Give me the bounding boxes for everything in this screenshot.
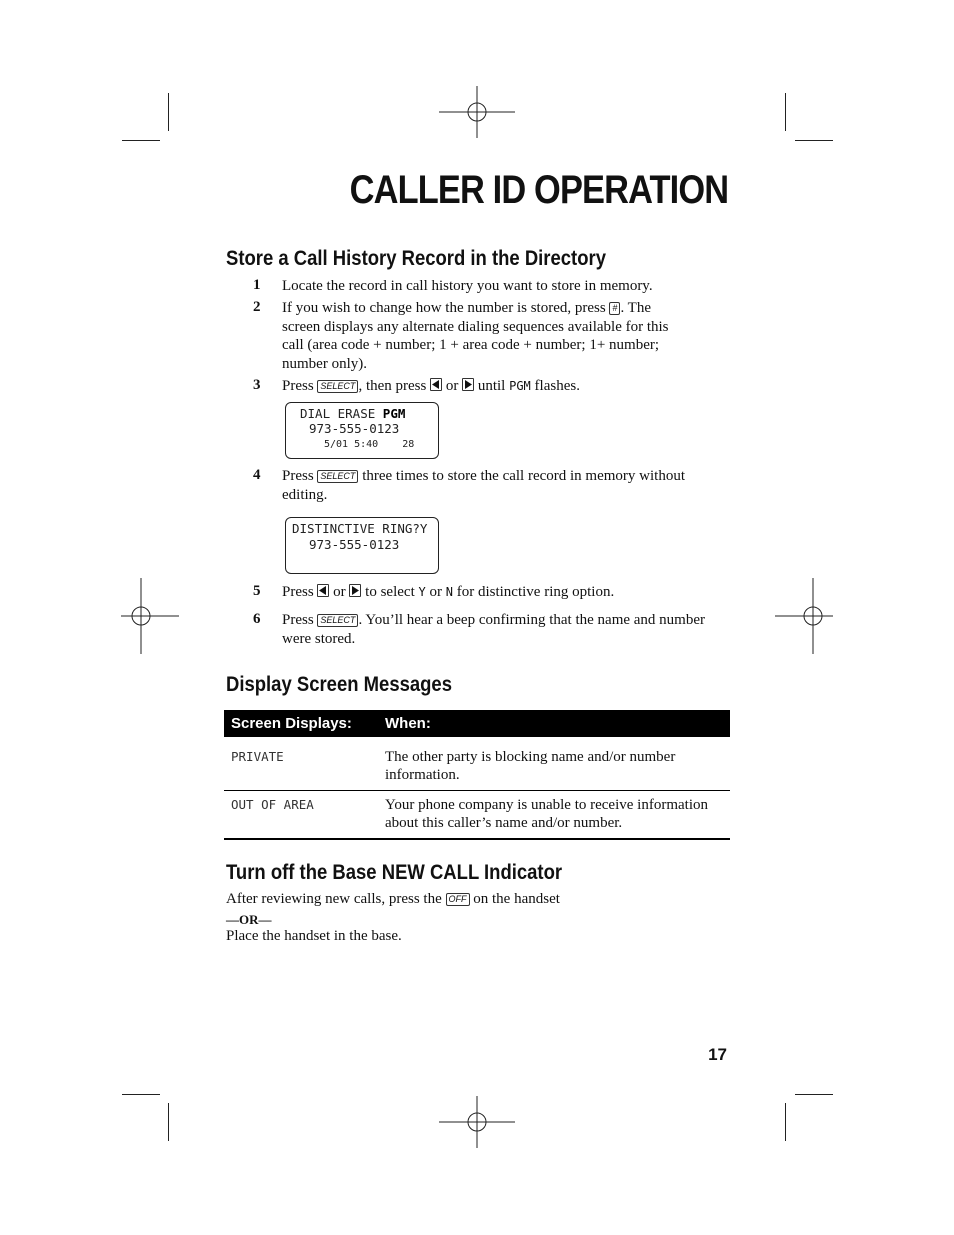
step-text: Press SELECT , then press or until PGM flashes. xyxy=(282,378,580,394)
lcd-pgm-highlight: PGM xyxy=(382,406,406,421)
paragraph: After reviewing new calls, press the OFF on the handset xyxy=(226,891,560,907)
lcd-line: 5/01 5:40 28 xyxy=(324,439,415,450)
lcd-line: DISTINCTIVE RING?Y xyxy=(292,521,428,536)
page-title: CALLER ID OPERATION xyxy=(349,168,728,212)
step-number: 1 xyxy=(253,277,261,293)
column-header-when: When: xyxy=(385,715,431,732)
table-bottom-rule xyxy=(224,838,730,840)
registration-mark-icon xyxy=(439,74,515,150)
section-heading-store: Store a Call History Record in the Directory xyxy=(226,247,606,270)
section-heading-indicator: Turn off the Base NEW CALL Indicator xyxy=(226,861,563,884)
registration-mark-icon xyxy=(439,1084,515,1160)
no-code: N xyxy=(445,585,453,599)
table-cell-display: PRIVATE xyxy=(231,749,284,764)
registration-mark-icon xyxy=(103,578,179,654)
crop-mark xyxy=(168,1103,169,1141)
step-number: 2 xyxy=(253,299,261,315)
step-number: 5 xyxy=(253,583,261,599)
lcd-screen-distinctive-ring xyxy=(285,517,439,574)
right-arrow-key-icon xyxy=(349,584,361,597)
column-header-screen-displays: Screen Displays: xyxy=(231,715,352,732)
step-text: Press SELECT three times to store the call record in memory without editing. xyxy=(282,468,686,503)
table-cell-when: The other party is blocking name and/or number information. xyxy=(385,749,676,783)
lcd-line: DIAL ERASE xyxy=(300,406,383,421)
crop-mark xyxy=(795,1094,833,1095)
or-separator: —OR— xyxy=(226,912,272,927)
paragraph: Place the handset in the base. xyxy=(226,928,402,944)
step-text: Press SELECT . You’ll hear a beep confirming that the name and number were stored. xyxy=(282,612,706,647)
table-header xyxy=(224,710,730,737)
crop-mark xyxy=(122,1094,160,1095)
lcd-line: 973-555-0123 xyxy=(309,537,400,552)
left-arrow-key-icon xyxy=(317,584,329,597)
select-key: SELECT xyxy=(317,470,358,483)
crop-mark xyxy=(122,140,160,141)
crop-mark xyxy=(168,93,169,131)
crop-mark xyxy=(785,93,786,131)
crop-mark xyxy=(785,1103,786,1141)
section-heading-messages: Display Screen Messages xyxy=(226,673,452,696)
step-number: 3 xyxy=(253,377,261,393)
pound-key: # xyxy=(609,302,620,315)
table-divider xyxy=(224,790,730,791)
select-key: SELECT xyxy=(317,380,358,393)
step-text: Press or to select Y or N for distinctive ring option. xyxy=(282,584,615,600)
pgm-code: PGM xyxy=(509,379,531,393)
table-cell-when: Your phone company is unable to receive information about this caller’s name and/or number. xyxy=(385,797,708,831)
lcd-line: 973-555-0123 xyxy=(309,421,400,436)
page-number: 17 xyxy=(708,1045,727,1064)
off-key: OFF xyxy=(446,893,470,906)
registration-mark-icon xyxy=(775,578,851,654)
table-cell-display: OUT OF AREA xyxy=(231,797,314,812)
crop-mark xyxy=(795,140,833,141)
yes-code: Y xyxy=(418,585,426,599)
step-text: Locate the record in call history you want to store in memory. xyxy=(282,278,653,294)
right-arrow-key-icon xyxy=(462,378,474,391)
step-number: 6 xyxy=(253,611,261,627)
select-key: SELECT xyxy=(317,614,358,627)
left-arrow-key-icon xyxy=(430,378,442,391)
step-number: 4 xyxy=(253,467,261,483)
lcd-screen-pgm xyxy=(285,402,439,459)
step-text: If you wish to change how the number is stored, press # . The screen displays any alternate dialing sequences available for this call (area code + number; 1 + area code + number; 1+ number; number only). xyxy=(282,300,669,372)
